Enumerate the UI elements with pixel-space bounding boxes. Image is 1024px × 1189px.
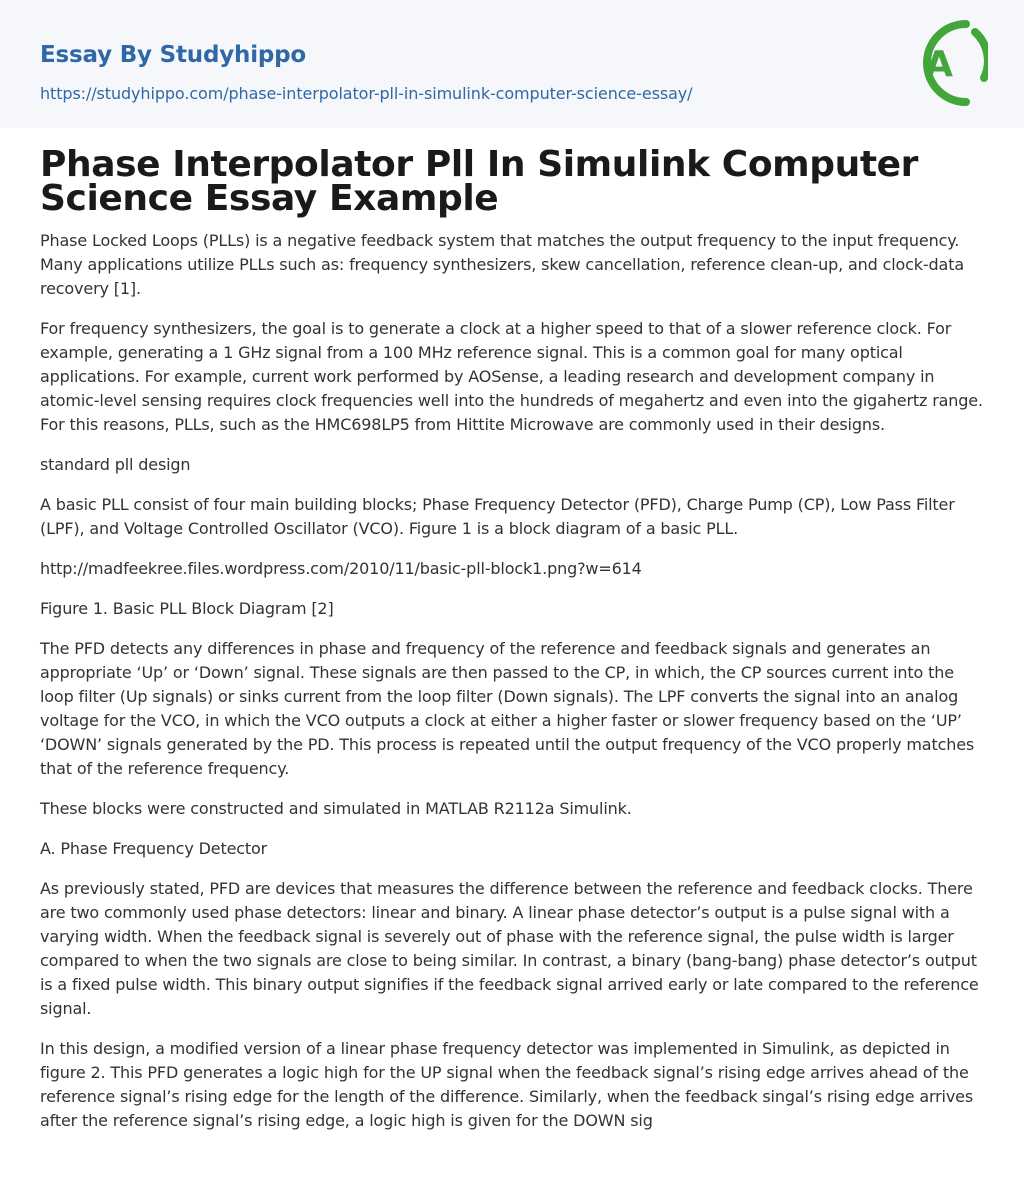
site-title[interactable]: Essay By Studyhippo <box>40 42 307 68</box>
paragraph-pfd-description: The PFD detects any differences in phase and frequency of the reference and feedback signals and generates an appropriate ‘Up’ or ‘Down’ signal. These signals are then passed to the CP, in which, the CP sources current into the loop filter (Up signals) or sinks current from the loop filter (Down signals). The LPF converts the signal into an analog voltage for the VCO, in which the VCO outputs a clock at either a higher faster or slower frequency based on the ‘UP’ ‘DOWN’ signals generated by the PD. This process is repeated until the output frequency of the VCO properly matches that of the reference frequency. <box>40 639 975 778</box>
paragraph-intro: Phase Locked Loops (PLLs) is a negative feedback system that matches the output frequency to the input frequency. Many applications utilize PLLs such as: frequency synthesizers, skew cancellation, reference clean-up, and clock-data recovery [1]. <box>40 231 964 298</box>
studyhippo-logo-icon[interactable] <box>912 18 988 108</box>
article-title: Phase Interpolator Pll In Simulink Computer Science Essay Example <box>40 144 919 219</box>
section-heading-standard-pll: standard pll design <box>40 455 191 474</box>
paragraph-basic-pll: A basic PLL consist of four main building blocks; Phase Frequency Detector (PFD), Charge Pump (CP), Low Pass Filter (LPF), and Voltage Controlled Oscillator (VCO). Figure 1 is a block diagram of a basic PLL. <box>40 495 955 538</box>
figure-url-text: http://madfeekree.files.wordpress.com/2010/11/basic-pll-block1.png?w=614 <box>40 559 642 578</box>
article <box>40 144 984 1149</box>
paragraph-design: In this design, a modified version of a linear phase frequency detector was implemented in Simulink, as depicted in figure 2. This PFD generates a logic high for the UP signal when the feedback signal’s rising edge arrives ahead of the reference signal’s rising edge for the length of the difference. Similarly, when the feedback singal’s rising edge arrives after the reference signal’s rising edge, a logic high is given for the DOWN sig <box>40 1039 974 1130</box>
section-heading-pfd: A. Phase Frequency Detector <box>40 839 268 858</box>
paragraph-frequency-synthesizers: For frequency synthesizers, the goal is to generate a clock at a higher speed to that of a slower reference clock. For example, generating a 1 GHz signal from a 100 MHz reference signal. This is a common goal for many optical applications. For example, current work performed by AOSense, a leading research and development company in atomic-level sensing requires clock frequencies well into the hundreds of megahertz and even into the gigahertz range. For this reasons, PLLs, such as the HMC698LP5 from Hittite Microwave are commonly used in their designs. <box>40 319 983 434</box>
figure-caption: Figure 1. Basic PLL Block Diagram [2] <box>40 599 334 618</box>
paragraph-simulink: These blocks were constructed and simulated in MATLAB R2112a Simulink. <box>40 799 632 818</box>
site-header <box>0 0 1024 128</box>
logo-letter: A <box>925 44 953 85</box>
paragraph-phase-detectors: As previously stated, PFD are devices that measures the difference between the reference and feedback clocks. There are two commonly used phase detectors: linear and binary. A linear phase detector’s output is a pulse signal with a varying width. When the feedback signal is severely out of phase with the reference signal, the pulse width is larger compared to when the two signals are close to being similar. In contrast, a binary (bang-bang) phase detector’s output is a fixed pulse width. This binary output signifies if the feedback signal arrived early or late compared to the reference signal. <box>40 879 979 1018</box>
article-url-link[interactable]: https://studyhippo.com/phase-interpolator-pll-in-simulink-computer-science-essay/ <box>40 84 693 103</box>
